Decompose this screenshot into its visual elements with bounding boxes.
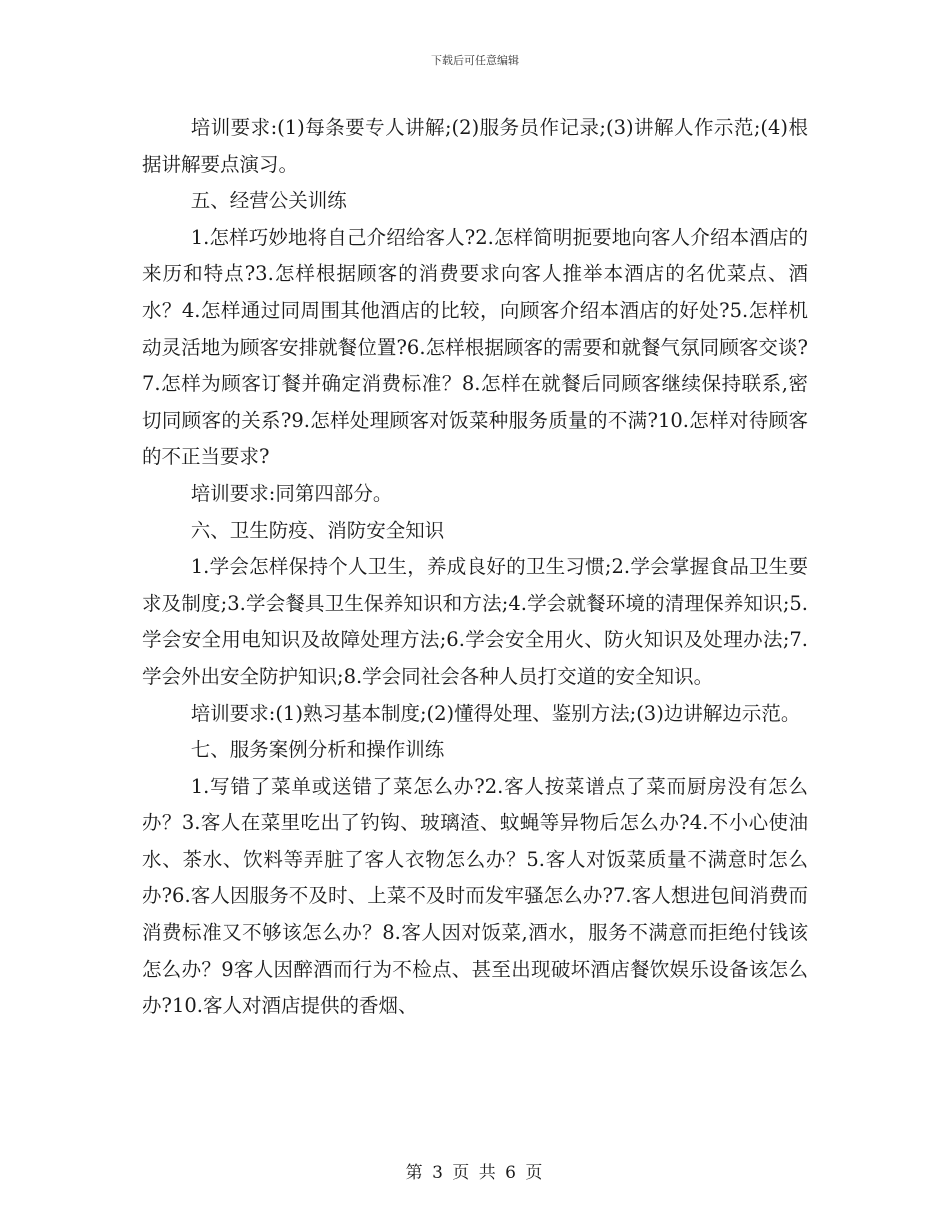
- paragraph-training-requirements-5: 培训要求:同第四部分。: [190, 481, 393, 505]
- page-header: 下载后可任意编辑: [431, 54, 519, 67]
- paragraph-section-7-items: 1.写错了菜单或送错了菜怎么办?2.客人按菜谱点了菜而厨房没有怎么办？3.客人在菜里吃出了钓钩、玻璃渣、蚊蝇等异物后怎么办?4.不小心使油水、茶水、饮料等弄脏了客人衣物怎么办？5.客人对饭菜质量不满意时怎么办?6.客人因服务不及时、上菜不及时而发牢骚怎么办?7.客人想进包间消费而消费标准又不够该怎么办？8.客人因对饭菜,酒水，服务不满意而拒绝付钱该怎么办？9客人因醉酒而行为不检点、甚至出现破坏酒店餐饮娱乐设备该怎么办?10.客人对酒店提供的香烟、: [142, 774, 808, 1018]
- section-heading-5: 五、经营公关训练: [190, 189, 347, 213]
- page-footer: 第 3 页 共 6 页: [405, 1163, 545, 1183]
- section-heading-6: 六、卫生防疫、消防安全知识: [190, 518, 445, 542]
- document-body: [142, 110, 808, 1025]
- section-heading-7: 七、服务案例分析和操作训练: [190, 738, 445, 762]
- paragraph-training-requirements-6: 培训要求:(1)熟习基本制度;(2)懂得处理、鉴别方法;(3)边讲解边示范。: [190, 701, 801, 725]
- paragraph-section-6-items: 1.学会怎样保持个人卫生，养成良好的卫生习惯;2.学会掌握食品卫生要求及制度;3.学会餐具卫生保养知识和方法;4.学会就餐环境的清理保养知识;5.学会安全用电知识及故障处理方法;6.学会安全用火、防火知识及处理办法;7.学会外出安全防护知识;8.学会同社会各种人员打交道的安全知识。: [142, 555, 808, 688]
- paragraph-training-requirements-4: 培训要求:(1)每条要专人讲解;(2)服务员作记录;(3)讲解人作示范;(4)根据讲解要点演习。: [142, 116, 808, 176]
- paragraph-section-5-items: 1.怎样巧妙地将自己介绍给客人?2.怎样简明扼要地向客人介绍本酒店的来历和特点?3.怎样根据顾客的消费要求向客人推举本酒店的名优菜点、酒水？4.怎样通过同周围其他酒店的比较，向顾客介绍本酒店的好处?5.怎样机动灵活地为顾客安排就餐位置?6.怎样根据顾客的需要和就餐气氛同顾客交谈?7.怎样为顾客订餐并确定消费标准？8.怎样在就餐后同顾客继续保持联系,密切同顾客的关系?9.怎样处理顾客对饭菜种服务质量的不满?10.怎样对待顾客的不正当要求?: [142, 225, 808, 469]
